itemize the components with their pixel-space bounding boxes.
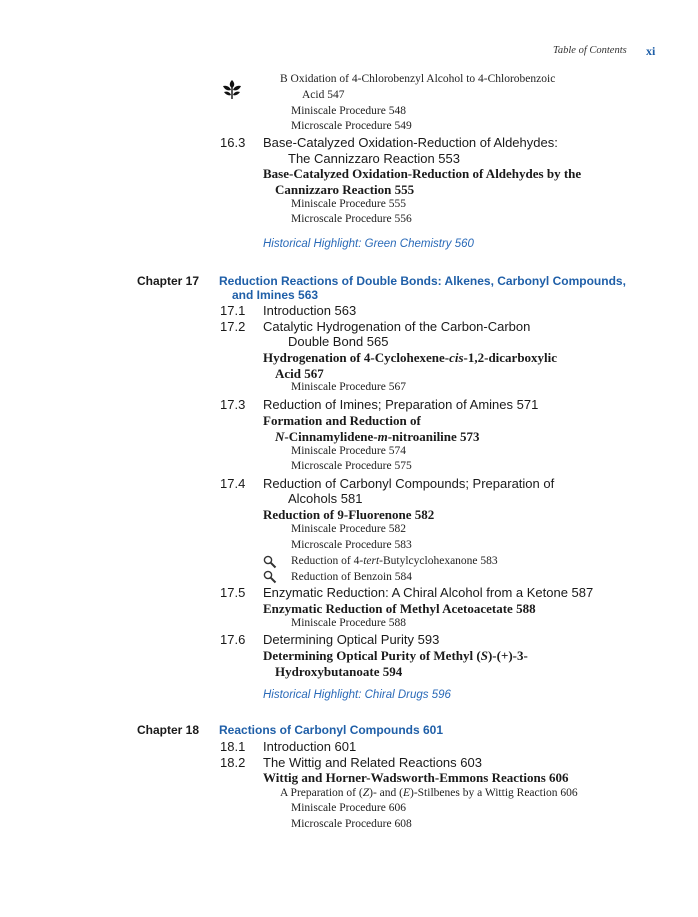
section-title: The Wittig and Related Reactions 603 [263, 755, 482, 770]
experiment-title: Determining Optical Purity of Methyl (S)-(+)-3- [263, 648, 528, 663]
section-number: 17.2 [220, 319, 246, 334]
procedure-line: Miniscale Procedure 588 [291, 617, 406, 629]
procedure-line: Miniscale Procedure 555 [291, 198, 406, 210]
section-title: Reduction of Carbonyl Compounds; Preparation of [263, 476, 555, 491]
chapter-title: Reduction Reactions of Double Bonds: Alkenes, Carbonyl Compounds, [219, 274, 626, 288]
historical-highlight: Historical Highlight: Chiral Drugs 596 [263, 689, 451, 701]
page-number: xi [646, 44, 656, 58]
section-number: 18.1 [220, 739, 246, 754]
magnifying-glass-icon [263, 570, 277, 584]
experiment-title: Reduction of 9-Fluorenone 582 [263, 507, 435, 522]
experiment-title-cont: Cannizzaro Reaction 555 [275, 182, 415, 197]
experiment-title: Base-Catalyzed Oxidation-Reduction of Aldehydes by the [263, 166, 582, 181]
experiment-title: Hydrogenation of 4-Cyclohexene-cis-1,2-dicarboxylic [263, 350, 558, 365]
historical-highlight: Historical Highlight: Green Chemistry 560 [263, 238, 474, 250]
experiment-title: Formation and Reduction of [263, 413, 421, 428]
section-title-cont: Alcohols 581 [288, 491, 363, 506]
section-title: Enzymatic Reduction: A Chiral Alcohol from a Ketone 587 [263, 585, 594, 600]
section-title: Reduction of Imines; Preparation of Amines 571 [263, 397, 539, 412]
section-number: 18.2 [220, 755, 246, 770]
experiment-title-cont: Acid 567 [275, 366, 324, 381]
experiment-title-cont: Hydroxybutanoate 594 [275, 664, 403, 679]
procedure-line: Microscale Procedure 549 [291, 120, 412, 132]
experiment-title: Wittig and Horner-Wadsworth-Emmons Reactions 606 [263, 770, 569, 785]
section-number: 17.6 [220, 632, 246, 647]
section-number: 17.3 [220, 397, 246, 412]
chapter-label: Chapter 17 [137, 274, 200, 288]
procedure-line: Microscale Procedure 608 [291, 818, 412, 830]
discovery-experiment: Reduction of Benzoin 584 [291, 571, 413, 583]
section-number: 17.4 [220, 476, 246, 491]
section-number: 16.3 [220, 135, 246, 150]
part-b-line2: Acid 547 [302, 89, 345, 101]
procedure-line: Microscale Procedure 583 [291, 539, 412, 551]
magnifying-glass-icon [263, 555, 277, 569]
section-title: Introduction 563 [263, 303, 357, 318]
section-number: 17.1 [220, 303, 246, 318]
procedure-line: Miniscale Procedure 567 [291, 381, 406, 393]
procedure-line: Miniscale Procedure 574 [291, 445, 406, 457]
section-title: Determining Optical Purity 593 [263, 632, 440, 647]
section-title: Catalytic Hydrogenation of the Carbon-Carbon [263, 319, 531, 334]
chapter-title-cont: and Imines 563 [232, 288, 319, 302]
leaf-icon [221, 78, 243, 100]
experiment-title: Enzymatic Reduction of Methyl Acetoacetate 588 [263, 601, 536, 616]
procedure-line: Microscale Procedure 575 [291, 460, 412, 472]
section-title-cont: The Cannizzaro Reaction 553 [288, 151, 460, 166]
procedure-line: Microscale Procedure 556 [291, 213, 412, 225]
section-title-cont: Double Bond 565 [288, 334, 389, 349]
discovery-experiment: Reduction of 4-tert-Butylcyclohexanone 583 [291, 555, 498, 567]
part-a-line: A Preparation of (Z)- and (E)-Stilbenes by a Wittig Reaction 606 [280, 787, 578, 799]
experiment-title-cont: N-Cinnamylidene-m-nitroaniline 573 [275, 429, 480, 444]
running-title: Table of Contents [553, 45, 627, 56]
procedure-line: Miniscale Procedure 606 [291, 802, 406, 814]
procedure-line: Miniscale Procedure 548 [291, 105, 406, 117]
chapter-label: Chapter 18 [137, 723, 200, 737]
section-number: 17.5 [220, 585, 246, 600]
part-b-line1: B Oxidation of 4-Chlorobenzyl Alcohol to 4-Chlorobenzoic [280, 73, 556, 85]
chapter-title: Reactions of Carbonyl Compounds 601 [219, 723, 444, 737]
procedure-line: Miniscale Procedure 582 [291, 523, 406, 535]
section-title: Base-Catalyzed Oxidation-Reduction of Aldehydes: [263, 135, 558, 150]
section-title: Introduction 601 [263, 739, 357, 754]
